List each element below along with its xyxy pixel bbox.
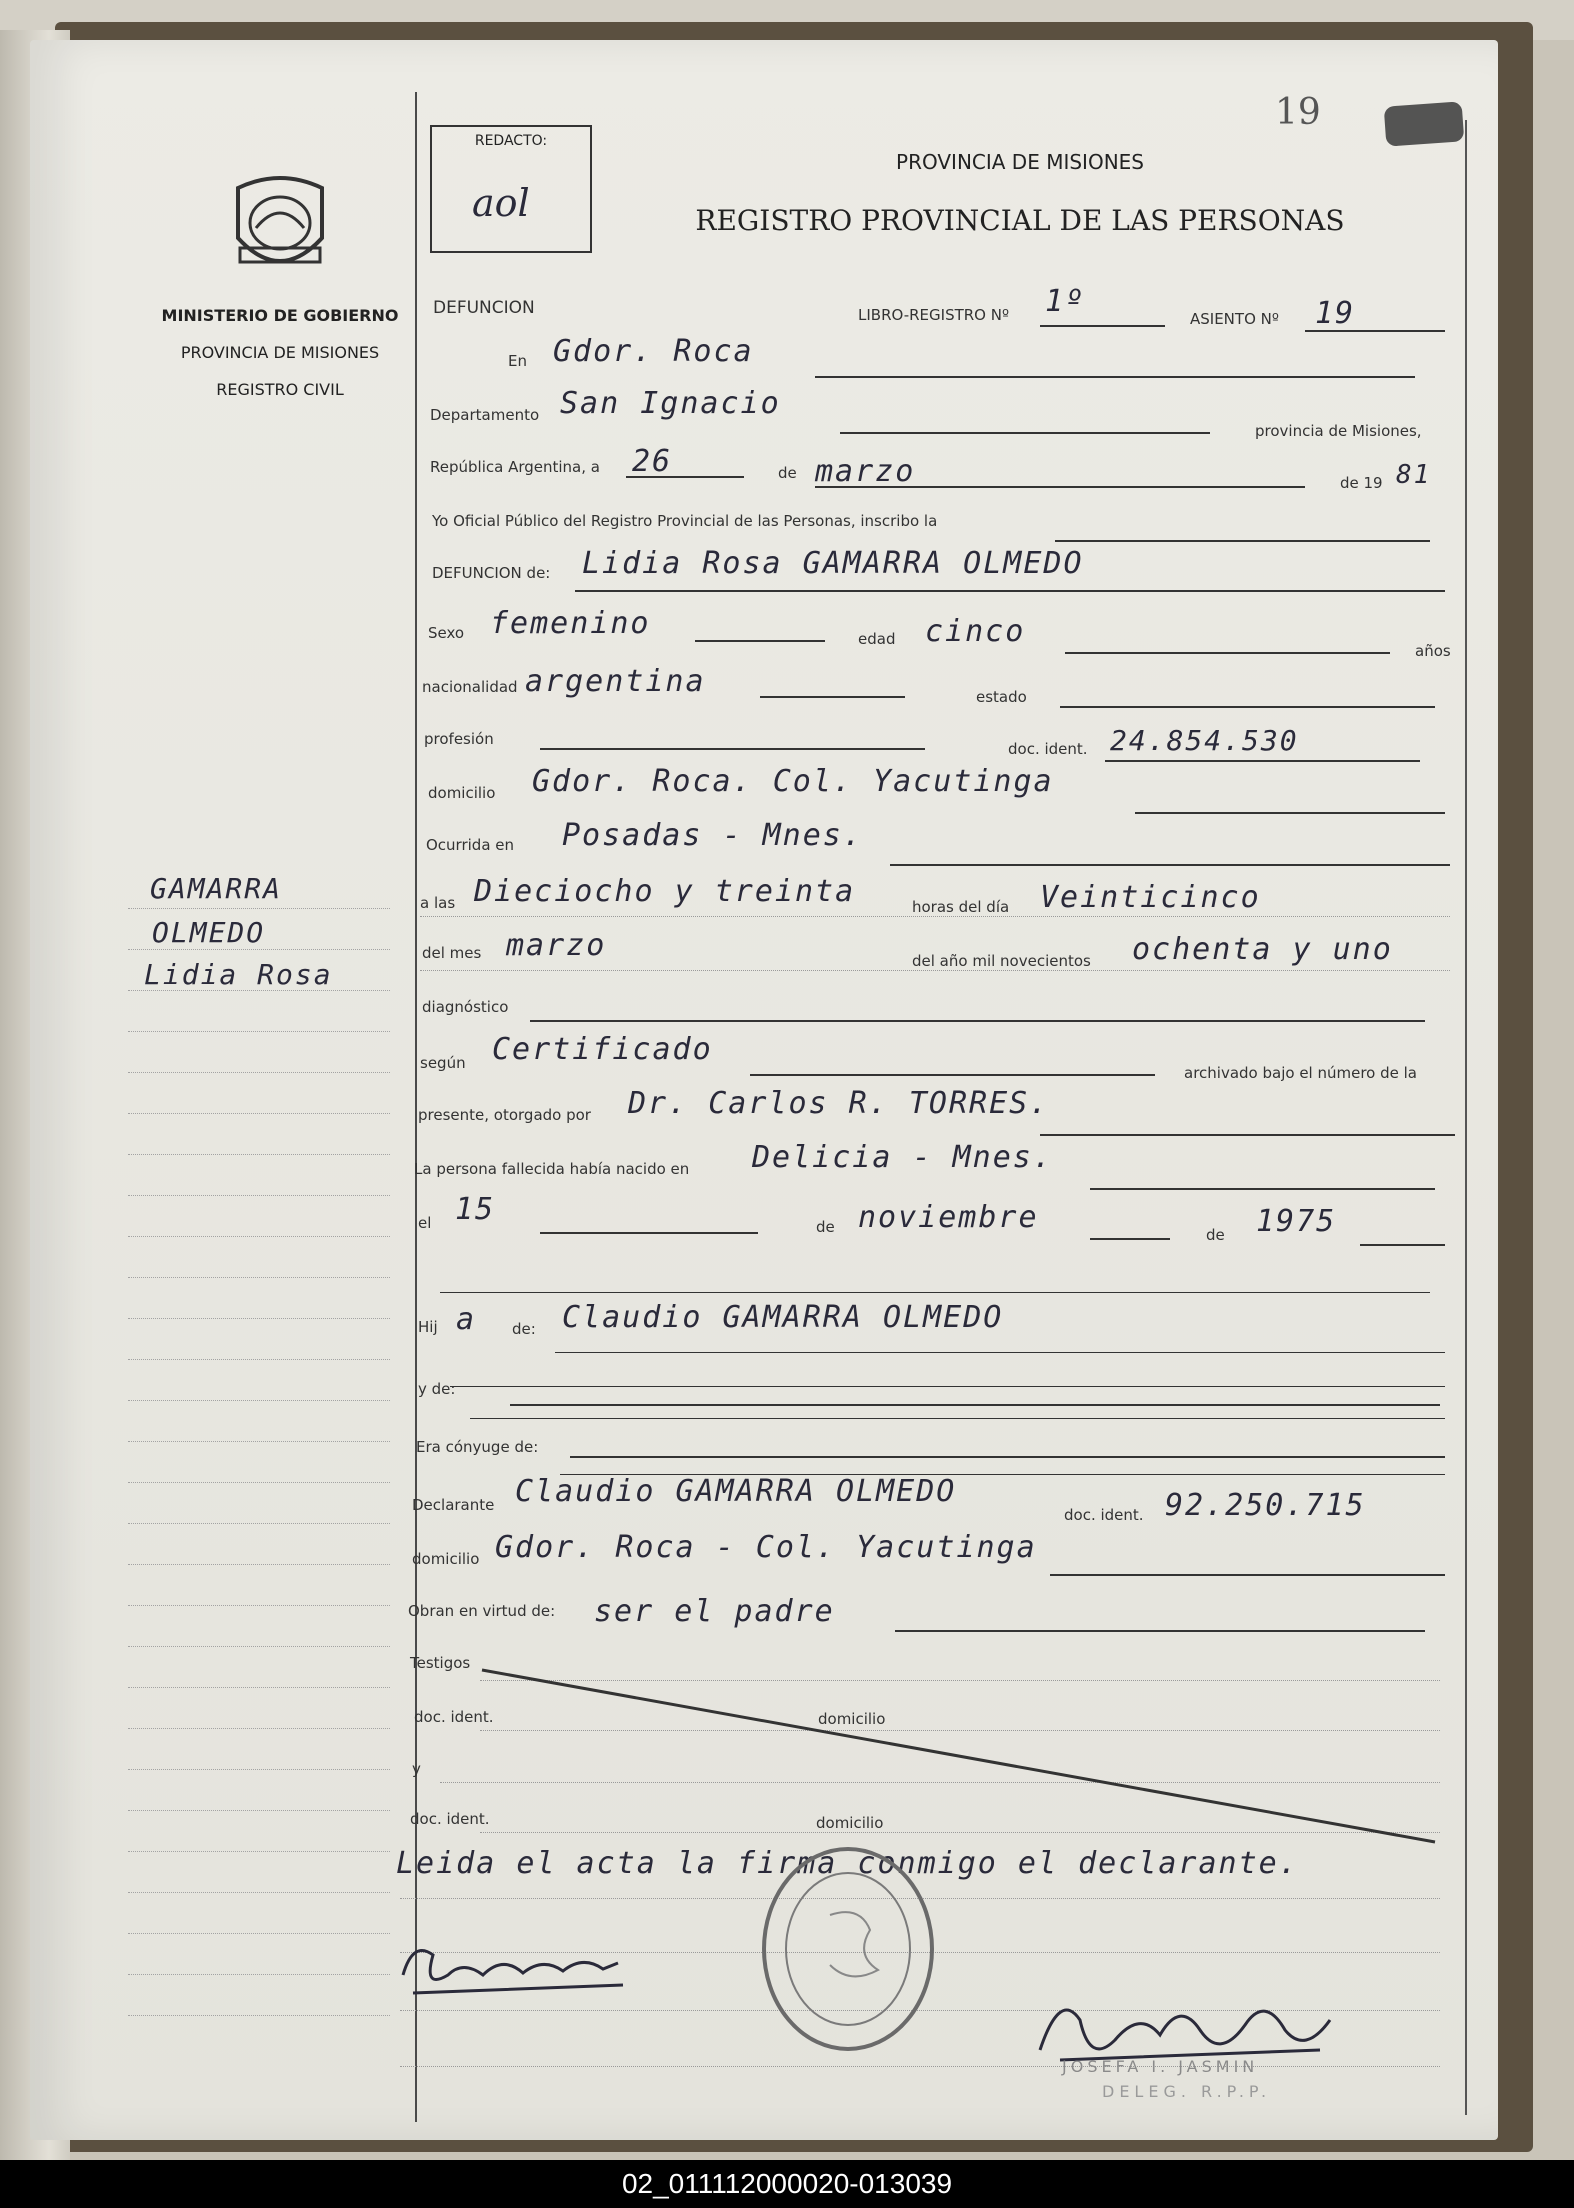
edad-line xyxy=(1065,652,1390,654)
margin-rule-line xyxy=(128,1974,390,1975)
official-title: DELEG. R.P.P. xyxy=(1102,2082,1272,2101)
del-mes-label: del mes xyxy=(422,944,482,962)
estado-label: estado xyxy=(976,688,1027,706)
edad-value: cinco xyxy=(925,614,1026,649)
libro-line xyxy=(1040,325,1165,327)
a-las-label: a las xyxy=(420,894,456,912)
diagnostico-line xyxy=(530,1020,1425,1022)
margin-rule-line xyxy=(128,1072,390,1073)
header-title: REGISTRO PROVINCIAL DE LAS PERSONAS xyxy=(695,204,1345,237)
de-label-2: de: xyxy=(512,1320,536,1338)
margin-rule-line xyxy=(128,1482,390,1483)
testigo1-dom-label: domicilio xyxy=(818,1710,886,1728)
estado-line xyxy=(1060,706,1435,708)
ministry-label: MINISTERIO DE GOBIERNO xyxy=(161,306,399,325)
hij-label: Hij xyxy=(418,1318,438,1336)
day-line xyxy=(626,476,744,478)
ocurrida-line xyxy=(890,864,1450,866)
margin-rule-line xyxy=(128,1113,390,1114)
cross-out-line xyxy=(480,1660,1440,1850)
blank-line-1 xyxy=(440,1292,1430,1293)
margin-rule-line xyxy=(128,1728,390,1729)
presente-label: presente, otorgado por xyxy=(418,1106,591,1124)
margin-rule-line xyxy=(128,1154,390,1155)
otorgado-line xyxy=(1040,1134,1455,1136)
leida-statement: Leida el acta la firma conmigo el declarante. xyxy=(396,1846,1299,1881)
domicilio-label: domicilio xyxy=(428,784,496,802)
profesion-label: profesión xyxy=(424,730,494,748)
province-label-left: PROVINCIA DE MISIONES xyxy=(180,343,380,362)
otorgado-value: Dr. Carlos R. TORRES. xyxy=(628,1086,1050,1121)
edad-label: edad xyxy=(858,630,896,648)
ocurrida-value: Posadas - Mnes. xyxy=(562,818,863,853)
dia-texto-value: Veinticinco xyxy=(1040,880,1261,915)
en-line xyxy=(815,376,1415,378)
margin-rule-line xyxy=(128,1031,390,1032)
conyuge-label: Era cónyuge de: xyxy=(416,1438,539,1456)
testigo1-doc-label: doc. ident. xyxy=(414,1708,494,1726)
registry-label: REGISTRO CIVIL xyxy=(216,380,344,399)
margin-surname-1: GAMARRA xyxy=(150,872,283,905)
sexo-line xyxy=(695,640,825,642)
ocurrida-label: Ocurrida en xyxy=(426,836,515,854)
nac-de-label: de xyxy=(816,1218,835,1236)
margin-rule-line xyxy=(128,1687,390,1688)
hora-value: Dieciocho y treinta xyxy=(474,874,856,909)
sheet-number: 19 xyxy=(1275,92,1321,133)
margin-rule-line xyxy=(128,1318,390,1319)
margin-given-names: Lidia Rosa xyxy=(144,958,333,991)
day-value: 26 xyxy=(632,444,673,479)
declarante-domicilio-value: Gdor. Roca - Col. Yacutinga xyxy=(495,1530,1037,1565)
header-province: PROVINCIA DE MISIONES xyxy=(896,150,1144,174)
deceased-name-line xyxy=(575,590,1445,592)
blank-line-3 xyxy=(470,1418,1445,1419)
blank-line-2 xyxy=(450,1386,1445,1387)
testigo-y-label: y xyxy=(412,1760,421,1778)
anos-label: años xyxy=(1415,642,1451,660)
domicilio-line xyxy=(1135,812,1445,814)
margin-rule-line xyxy=(128,949,390,950)
departamento-label: Departamento xyxy=(430,406,540,424)
anio-texto-value: ochenta y uno xyxy=(1132,932,1393,967)
anio-mil-label: del año mil novecientos xyxy=(912,952,1091,970)
nacionalidad-label: nacionalidad xyxy=(422,678,518,696)
conyuge-line xyxy=(570,1456,1445,1458)
deceased-name: Lidia Rosa GAMARRA OLMEDO xyxy=(582,546,1084,581)
testigo2-dom-label: domicilio xyxy=(816,1814,884,1832)
father-line xyxy=(555,1352,1445,1353)
margin-rule-line xyxy=(128,1769,390,1770)
margin-rule-line xyxy=(128,908,390,909)
doc-ident-line xyxy=(1105,760,1420,762)
nac-anio-line xyxy=(1360,1244,1445,1246)
month-line xyxy=(815,486,1305,488)
footer-code: 02_011112000020-013039 xyxy=(621,2168,953,2199)
asiento-line xyxy=(1305,330,1445,332)
segun-label: según xyxy=(420,1054,466,1072)
declarante-label: Declarante xyxy=(412,1496,495,1514)
official-name: JOSEFA I. JASMIN xyxy=(1062,2057,1259,2076)
segun-value: Certificado xyxy=(492,1032,713,1067)
margin-surname-2: OLMEDO xyxy=(152,916,266,949)
en-label: En xyxy=(508,352,527,370)
declarant-signature xyxy=(393,1935,633,2005)
margin-rule-line xyxy=(128,1400,390,1401)
nac-mes-line xyxy=(1090,1238,1170,1240)
right-border xyxy=(1465,120,1467,2115)
redacto-label: REDACTO: xyxy=(474,133,548,149)
redacto-initials: aol xyxy=(472,181,530,225)
margin-rule-line xyxy=(128,1523,390,1524)
a-las-dotline xyxy=(420,916,1450,917)
misiones-coat-of-arms-icon xyxy=(228,168,332,284)
obran-label: Obran en virtud de: xyxy=(408,1602,556,1620)
declarante-doc-value: 92.250.715 xyxy=(1165,1488,1366,1523)
margin-rule-line xyxy=(128,1359,390,1360)
horas-dia-label: horas del día xyxy=(912,898,1010,916)
margin-rule-line xyxy=(128,1195,390,1196)
libro-value: 1º xyxy=(1045,284,1086,319)
diagnostico-label: diagnóstico xyxy=(422,998,509,1016)
year-value: 81 xyxy=(1396,460,1432,490)
testigos-label: Testigos xyxy=(410,1654,471,1672)
nac-anio-label: de xyxy=(1206,1226,1225,1244)
sexo-label: Sexo xyxy=(428,624,465,642)
doc-ident-label: doc. ident. xyxy=(1008,740,1088,758)
nac-dia-line xyxy=(540,1232,758,1234)
archivado-label: archivado bajo el número de la xyxy=(1184,1064,1417,1082)
profesion-line xyxy=(540,748,925,750)
y-de-label: y de: xyxy=(418,1380,456,1398)
margin-rule-line xyxy=(128,1810,390,1811)
nacido-value: Delicia - Mnes. xyxy=(752,1140,1053,1175)
asiento-label: ASIENTO Nº xyxy=(1190,310,1279,328)
republica-label: República Argentina, a xyxy=(430,458,600,476)
year-label: de 19 xyxy=(1340,474,1383,492)
testigo2-doc-label: doc. ident. xyxy=(410,1810,490,1828)
hij-suffix: a xyxy=(456,1302,477,1337)
margin-rule-line xyxy=(128,1605,390,1606)
nac-mes-value: noviembre xyxy=(858,1200,1039,1235)
en-value: Gdor. Roca xyxy=(553,334,754,369)
margin-rule-line xyxy=(128,1441,390,1442)
father-name: Claudio GAMARRA OLMEDO xyxy=(562,1300,1004,1335)
mes-muerte-value: marzo xyxy=(506,928,607,963)
nacionalidad-line xyxy=(760,696,905,698)
nacido-label: La persona fallecida había nacido en xyxy=(414,1160,690,1178)
margin-rule-line xyxy=(128,1564,390,1565)
el-label: el xyxy=(418,1214,432,1232)
registry-stamp-icon xyxy=(760,1845,936,2053)
defuncion-de-label: DEFUNCION de: xyxy=(432,564,551,582)
y-de-line xyxy=(510,1404,1440,1406)
footer-bar xyxy=(0,2160,1574,2208)
margin-rule-line xyxy=(128,990,390,991)
oficial-text: Yo Oficial Público del Registro Provincial de las Personas, inscribo la xyxy=(432,512,938,530)
declarante-doc-label: doc. ident. xyxy=(1064,1506,1144,1524)
nacido-line xyxy=(1090,1188,1435,1190)
departamento-line xyxy=(840,432,1210,434)
sexo-value: femenino xyxy=(490,606,651,641)
margin-rule-line xyxy=(128,2015,390,2016)
declarante-domicilio-line xyxy=(1050,1574,1445,1576)
margin-rule-line xyxy=(128,1892,390,1893)
obran-value: ser el padre xyxy=(594,1594,835,1629)
domicilio-value: Gdor. Roca. Col. Yacutinga xyxy=(532,764,1054,799)
del-mes-dotline xyxy=(420,970,1450,971)
provincia-suffix: provincia de Misiones, xyxy=(1255,422,1422,440)
margin-rule-line xyxy=(128,1236,390,1237)
doc-ident-value: 24.854.530 xyxy=(1110,724,1299,757)
margin-rule-line xyxy=(128,1646,390,1647)
record-type: DEFUNCION xyxy=(433,298,535,318)
nacionalidad-value: argentina xyxy=(525,664,706,699)
obran-line xyxy=(895,1630,1425,1632)
declarante-name: Claudio GAMARRA OLMEDO xyxy=(515,1474,957,1509)
nac-anio-value: 1975 xyxy=(1256,1204,1337,1239)
nac-dia-value: 15 xyxy=(455,1192,496,1227)
de-label: de xyxy=(778,464,797,482)
libro-label: LIBRO-REGISTRO Nº xyxy=(858,306,1010,324)
ink-smudge xyxy=(1384,101,1465,146)
declarante-domicilio-label: domicilio xyxy=(412,1550,480,1568)
margin-rule-line xyxy=(128,1277,390,1278)
margin-rule-line xyxy=(128,1933,390,1934)
departamento-value: San Ignacio xyxy=(560,386,781,421)
month-value: marzo xyxy=(815,454,916,489)
oficial-line xyxy=(1055,540,1430,542)
redacto-box xyxy=(430,125,592,253)
margin-rule-line xyxy=(128,1851,390,1852)
asiento-value: 19 xyxy=(1315,296,1356,331)
segun-line xyxy=(750,1074,1155,1076)
